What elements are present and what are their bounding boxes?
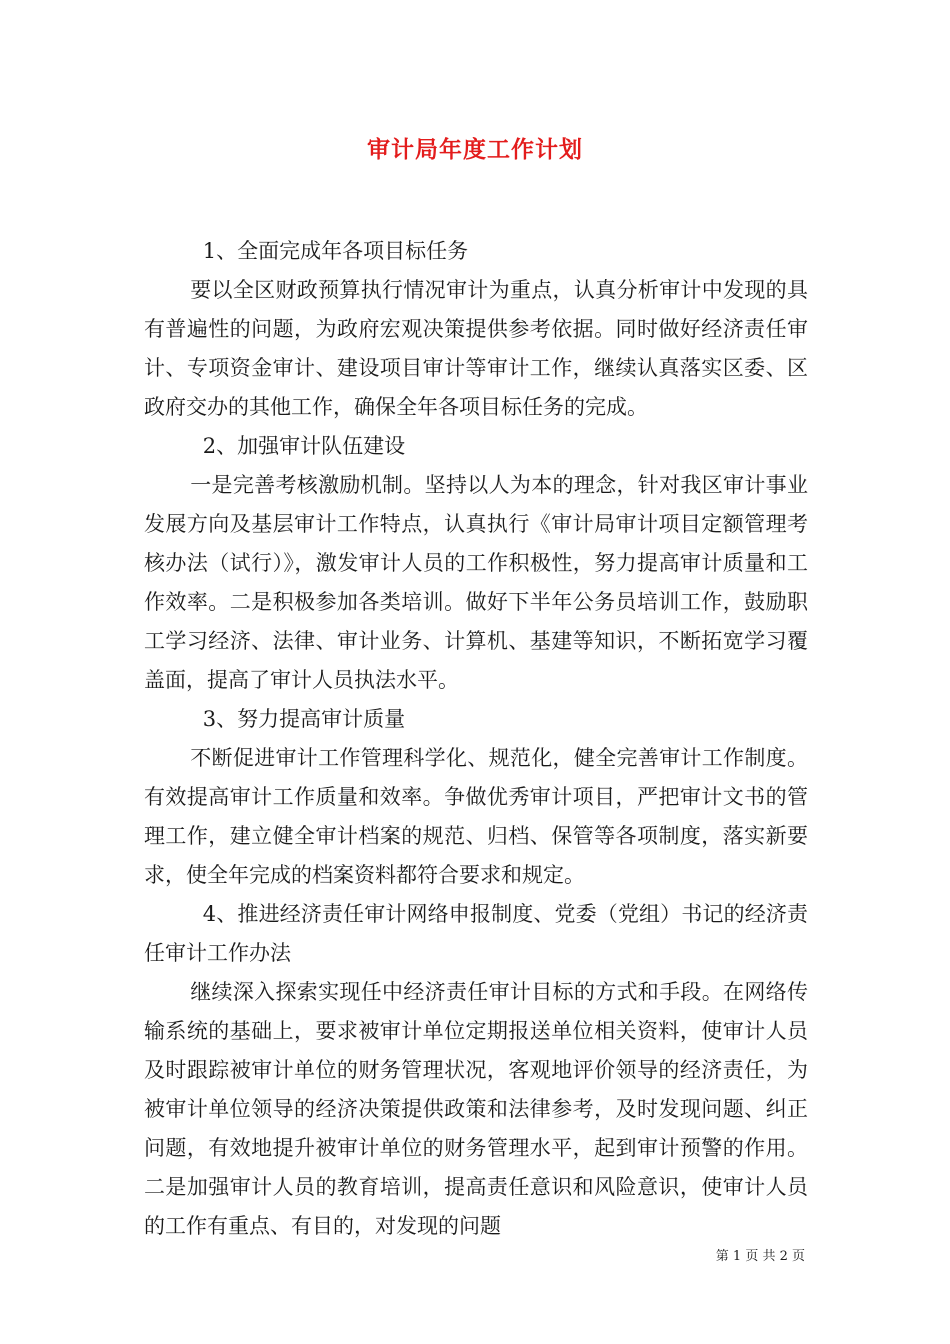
section-heading-2: 2、加强审计队伍建设 [202,434,406,458]
document-body [144,232,808,1246]
document-title: 审计局年度工作计划 [367,137,583,163]
section-paragraph-4: 继续深入探索实现任中经济责任审计目标的方式和手段。在网络传输系统的基础上，要求被审计单位定期报送单位相关资料，使审计人员及时跟踪被审计单位的财务管理状况，客观地评价领导的经济责任，为被审计单位领导的经济决策提供政策和法律参考，及时发现问题、纠正问题，有效地提升被审计单位的财务管理水平，起到审计预警的作用。二是加强审计人员的教育培训，提高责任意识和风险意识，使审计人员的工作有重点、有目的，对发现的问题 [144,980,808,1238]
section-paragraph-3: 不断促进审计工作管理科学化、规范化，健全完善审计工作制度。有效提高审计工作质量和效率。争做优秀审计项目，严把审计文书的管理工作，建立健全审计档案的规范、归档、保管等各项制度，落实新要求，使全年完成的档案资料都符合要求和规定。 [144,746,808,887]
page-number: 第 1 页 共 2 页 [715,1249,805,1264]
section-heading-1: 1、全面完成年各项目标任务 [202,239,469,263]
section-heading-3: 3、努力提高审计质量 [202,707,406,731]
section-heading-4: 4、推进经济责任审计网络申报制度、党委（党组）书记的经济责任审计工作办法 [144,902,808,965]
section-paragraph-2: 一是完善考核激励机制。坚持以人为本的理念，针对我区审计事业发展方向及基层审计工作特点，认真执行《审计局审计项目定额管理考核办法（试行）》，激发审计人员的工作积极性，努力提高审计质量和工作效率。二是积极参加各类培训。做好下半年公务员培训工作，鼓励职工学习经济、法律、审计业务、计算机、基建等知识，不断拓宽学习覆盖面，提高了审计人员执法水平。 [144,473,808,692]
section-paragraph-1: 要以全区财政预算执行情况审计为重点，认真分析审计中发现的具有普遍性的问题，为政府宏观决策提供参考依据。同时做好经济责任审计、专项资金审计、建设项目审计等审计工作，继续认真落实区委、区政府交办的其他工作，确保全年各项目标任务的完成。 [144,278,808,419]
